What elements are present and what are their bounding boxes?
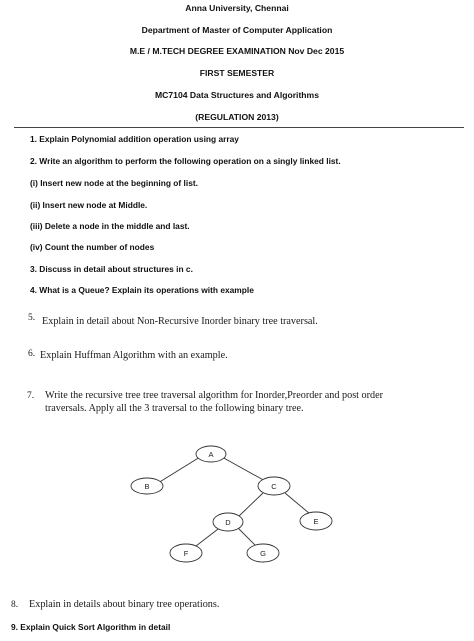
- department-title: Department of Master of Computer Application: [141, 25, 333, 35]
- question-3: 3. Discuss in detail about structures in c.: [30, 264, 193, 274]
- course-title: MC7104 Data Structures and Algorithms: [155, 90, 319, 100]
- header-divider: [14, 127, 464, 128]
- university-title: Anna University, Chennai: [185, 3, 289, 13]
- question-2-part-iv: (iv) Count the number of nodes: [30, 242, 155, 252]
- regulation-title: (REGULATION 2013): [195, 112, 279, 122]
- question-2-part-i: (i) Insert new node at the beginning of list.: [30, 178, 198, 188]
- question-7-number: 7.: [27, 391, 35, 401]
- node-a-label: A: [208, 450, 214, 459]
- edge-a-c: [222, 457, 267, 482]
- node-e-label: E: [313, 517, 319, 526]
- question-2-part-iii: (iii) Delete a node in the middle and last.: [30, 221, 190, 231]
- node-f-label: F: [183, 549, 189, 558]
- exam-title: M.E / M.TECH DEGREE EXAMINATION Nov Dec 2015: [129, 46, 345, 56]
- node-c-label: C: [271, 482, 277, 491]
- question-8-number: 8.: [11, 600, 19, 610]
- question-6-text: Explain Huffman Algorithm with an example.: [40, 350, 228, 361]
- edge-c-d: [239, 493, 263, 516]
- question-7-line-1: Write the recursive tree tree traversal algorithm for Inorder,Preorder and post order: [45, 390, 384, 401]
- edge-a-b: [158, 457, 200, 483]
- question-6-number: 6.: [28, 349, 36, 359]
- node-g-label: G: [260, 549, 266, 558]
- question-2-part-ii: (ii) Insert new node at Middle.: [30, 200, 148, 210]
- question-8-text: Explain in details about binary tree operations.: [29, 599, 220, 610]
- node-d-label: D: [225, 518, 231, 527]
- question-5-number: 5.: [28, 313, 36, 323]
- semester-title: FIRST SEMESTER: [199, 68, 275, 78]
- node-b-label: B: [144, 482, 150, 491]
- binary-tree-diagram: [110, 436, 350, 586]
- question-9: 9. Explain Quick Sort Algorithm in detail: [11, 622, 171, 632]
- question-2: 2. Write an algorithm to perform the following operation on a singly linked list.: [30, 156, 341, 166]
- question-4: 4. What is a Queue? Explain its operations with example: [30, 285, 254, 295]
- edge-d-g: [237, 527, 256, 546]
- question-1: 1. Explain Polynomial addition operation using array: [30, 134, 239, 144]
- question-5-text: Explain in detail about Non-Recursive Inorder binary tree traversal.: [42, 316, 318, 327]
- edge-c-e: [285, 493, 310, 514]
- question-7-line-2: traversals. Apply all the 3 traversal to the following binary tree.: [45, 403, 304, 414]
